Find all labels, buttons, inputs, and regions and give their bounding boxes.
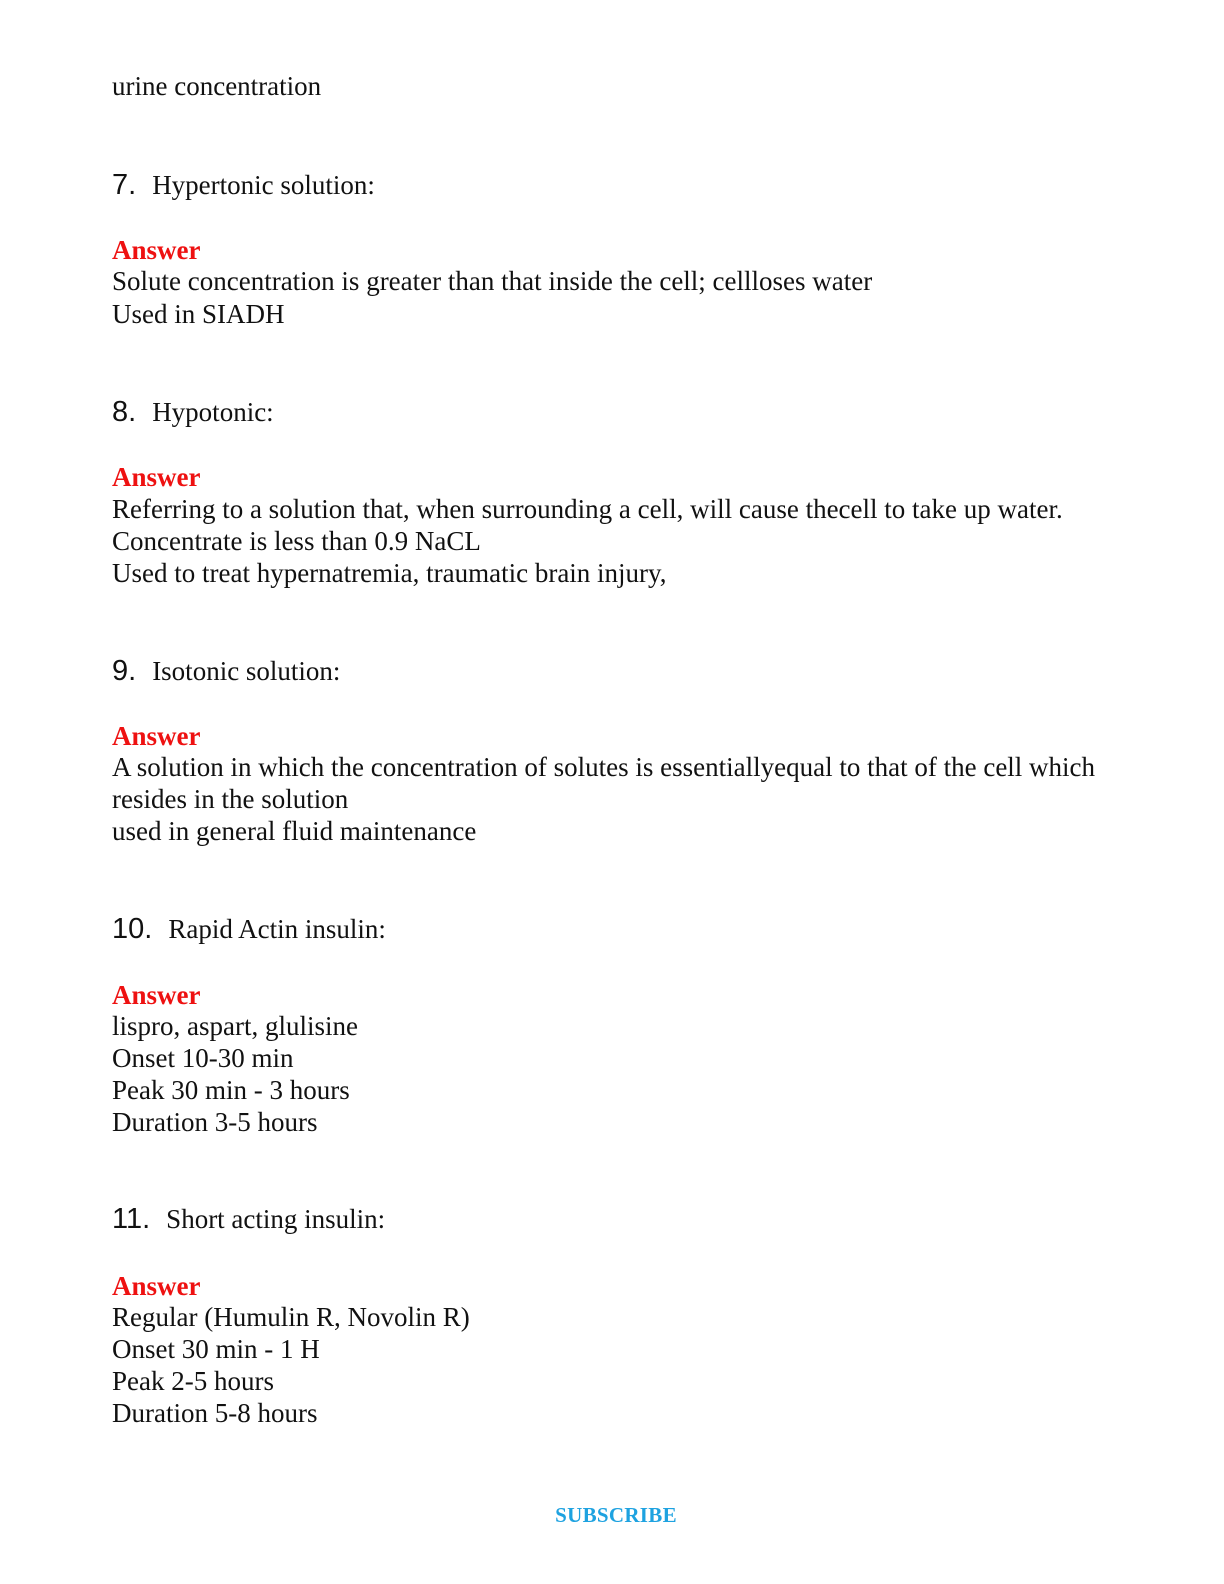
subscribe-link[interactable]: SUBSCRIBE — [555, 1503, 677, 1527]
question-9 — [112, 654, 340, 693]
answer-label: Answer — [112, 1271, 201, 1301]
answer-line: Solute concentration is greater than that inside the cell; cellloses water — [112, 266, 873, 296]
answer-label: Answer — [112, 462, 201, 492]
question-number: 9. — [112, 655, 137, 687]
answer-line: Used to treat hypernatremia, traumatic brain injury, — [112, 558, 667, 588]
question-7 — [112, 168, 375, 207]
answer-line: Duration 5-8 hours — [112, 1398, 318, 1428]
question-prompt: Hypotonic: — [152, 397, 274, 427]
question-8 — [112, 395, 274, 434]
answer-line: resides in the solution — [112, 784, 349, 814]
answer-line: Onset 30 min - 1 H — [112, 1334, 320, 1364]
answer-line: Referring to a solution that, when surrounding a cell, will cause thecell to take up water. — [112, 494, 1063, 524]
answer-line: Regular (Humulin R, Novolin R) — [112, 1302, 470, 1332]
answer-line: Duration 3-5 hours — [112, 1107, 318, 1137]
answer-line: lispro, aspart, glulisine — [112, 1011, 358, 1041]
answer-line: A solution in which the concentration of solutes is essentiallyequal to that of the cell which — [112, 752, 1096, 782]
question-10 — [112, 912, 386, 951]
question-11 — [112, 1202, 385, 1241]
intro-line: urine concentration — [112, 71, 322, 101]
answer-label: Answer — [112, 980, 201, 1010]
question-number: 7. — [112, 169, 137, 201]
answer-line: Onset 10-30 min — [112, 1043, 294, 1073]
answer-label: Answer — [112, 721, 201, 751]
question-number: 11. — [112, 1203, 151, 1235]
answer-label: Answer — [112, 235, 201, 265]
answer-line: Used in SIADH — [112, 299, 285, 329]
question-number: 8. — [112, 396, 137, 428]
answer-line: Peak 2-5 hours — [112, 1366, 274, 1396]
answer-line: used in general fluid maintenance — [112, 816, 477, 846]
question-prompt: Hypertonic solution: — [152, 170, 375, 200]
question-prompt: Short acting insulin: — [166, 1204, 386, 1234]
question-prompt: Rapid Actin insulin: — [168, 914, 386, 944]
answer-line: Concentrate is less than 0.9 NaCL — [112, 526, 481, 556]
question-prompt: Isotonic solution: — [152, 656, 341, 686]
answer-line: Peak 30 min - 3 hours — [112, 1075, 350, 1105]
question-number: 10. — [112, 913, 153, 945]
